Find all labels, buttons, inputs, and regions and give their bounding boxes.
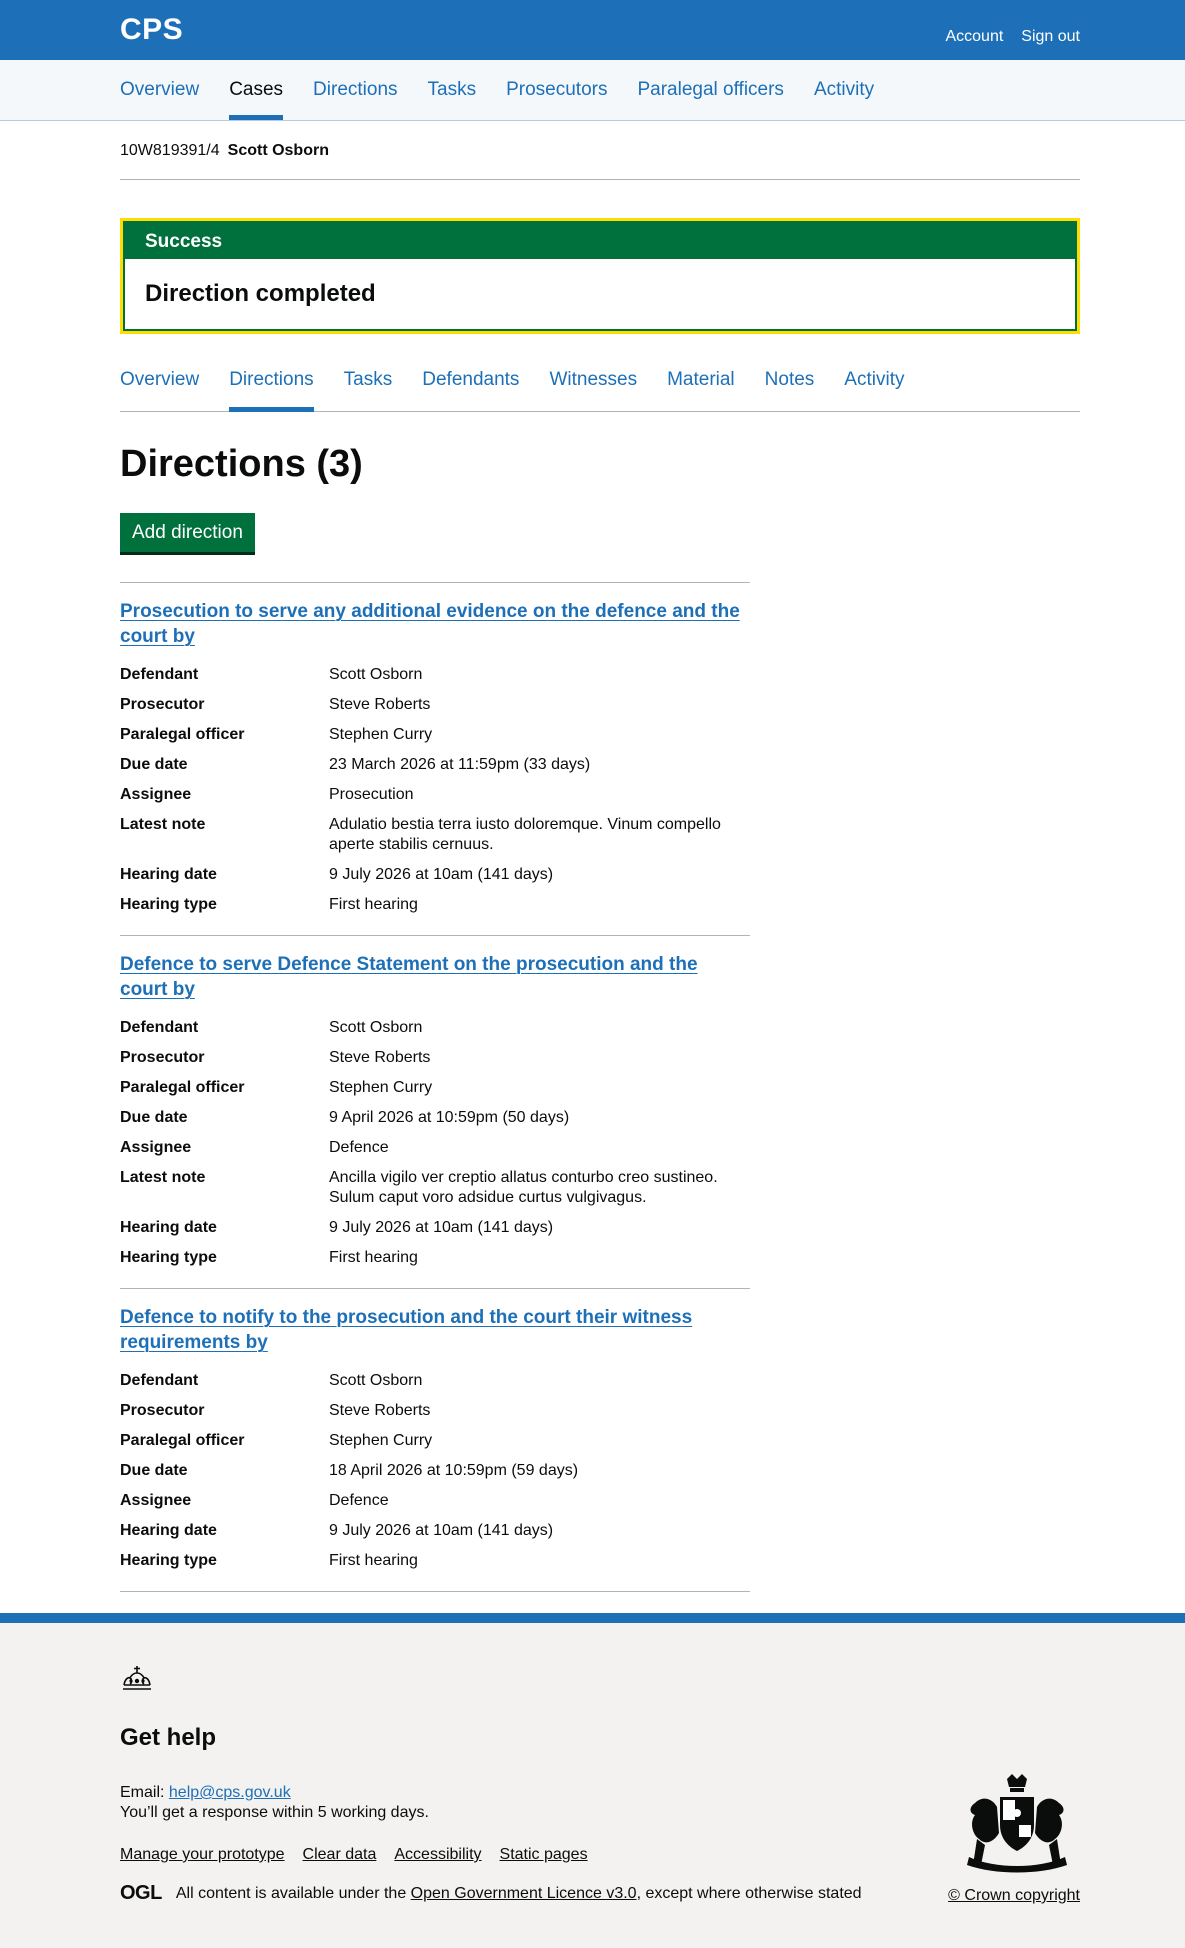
success-message: Direction completed xyxy=(145,280,376,307)
success-banner xyxy=(120,218,1080,334)
case-reference: 10W819391/4 xyxy=(120,142,220,159)
summary-row-hearing-type xyxy=(120,1548,750,1578)
summary-value: Stephen Curry xyxy=(329,1432,433,1449)
summary-row-assignee xyxy=(120,782,750,812)
summary-row-due-date xyxy=(120,752,750,782)
direction-item xyxy=(120,935,750,1288)
summary-value: Prosecution xyxy=(329,786,414,803)
summary-key: Due date xyxy=(120,1109,188,1126)
tab-tasks[interactable]: Tasks xyxy=(343,369,393,390)
direction-title-link[interactable]: Defence to serve Defence Statement on the prosecution and the court by xyxy=(120,954,698,1000)
summary-value: First hearing xyxy=(329,1249,418,1266)
summary-key: Paralegal officer xyxy=(120,726,245,743)
email-line xyxy=(120,1783,291,1803)
primary-nav-directions[interactable]: Directions xyxy=(313,79,398,100)
summary-key: Assignee xyxy=(120,1139,192,1156)
tab-defendants[interactable]: Defendants xyxy=(422,369,520,390)
account-links xyxy=(945,27,1080,47)
summary-value: 9 July 2026 at 10am (141 days) xyxy=(329,866,554,883)
royal-coat-of-arms-icon xyxy=(955,1773,1080,1875)
summary-row-hearing-type xyxy=(120,892,750,922)
summary-value: Defence xyxy=(329,1492,389,1509)
summary-value: Ancilla vigilo ver creptio allatus conturbo creo sustineo. Sulum caput voro adsidue curtus vulgivagus. xyxy=(329,1169,718,1206)
account-link[interactable]: Account xyxy=(945,28,1004,45)
case-banner xyxy=(120,121,1080,180)
summary-key: Paralegal officer xyxy=(120,1079,245,1096)
direction-title-link[interactable]: Defence to notify to the prosecution and the court their witness requirements by xyxy=(120,1307,693,1353)
page-title: Directions (3) xyxy=(120,443,363,485)
summary-value: Stephen Curry xyxy=(329,1079,433,1096)
summary-value: 18 April 2026 at 10:59pm (59 days) xyxy=(329,1462,579,1479)
licence-suffix: , except where otherwise stated xyxy=(636,1884,862,1902)
summary-key: Hearing date xyxy=(120,866,217,883)
clear-data-link[interactable]: Clear data xyxy=(302,1846,377,1863)
summary-key: Latest note xyxy=(120,816,206,833)
summary-row-latest-note xyxy=(120,812,750,862)
summary-row-hearing-type xyxy=(120,1245,750,1275)
accessibility-link[interactable]: Accessibility xyxy=(394,1846,482,1863)
summary-value: Scott Osborn xyxy=(329,666,423,683)
primary-nav-tasks[interactable]: Tasks xyxy=(427,79,477,100)
tab-notes[interactable]: Notes xyxy=(764,369,815,390)
tab-directions[interactable]: Directions xyxy=(229,356,313,412)
primary-navigation xyxy=(0,60,1185,121)
summary-row-due-date xyxy=(120,1458,750,1488)
get-help-heading: Get help xyxy=(120,1724,217,1751)
direction-item xyxy=(120,1288,750,1592)
footer-links xyxy=(120,1845,588,1865)
primary-nav-activity[interactable]: Activity xyxy=(813,79,875,100)
direction-item xyxy=(120,582,750,935)
summary-value: Scott Osborn xyxy=(329,1019,423,1036)
licence-link[interactable]: Open Government Licence v3.0 xyxy=(410,1884,637,1902)
summary-row-prosecutor xyxy=(120,1398,750,1428)
direction-summary xyxy=(120,1015,750,1275)
crown-icon xyxy=(120,1663,154,1693)
manage-prototype-link[interactable]: Manage your prototype xyxy=(120,1846,285,1863)
summary-row-defendant xyxy=(120,1368,750,1398)
summary-value: First hearing xyxy=(329,896,418,913)
primary-nav-prosecutors[interactable]: Prosecutors xyxy=(506,79,608,100)
directions-list xyxy=(120,582,750,1592)
tab-witnesses[interactable]: Witnesses xyxy=(549,369,638,390)
summary-value: 9 July 2026 at 10am (141 days) xyxy=(329,1219,554,1236)
case-defendant-name: Scott Osborn xyxy=(227,142,329,159)
summary-value: Stephen Curry xyxy=(329,726,433,743)
summary-row-paralegal xyxy=(120,1428,750,1458)
summary-row-assignee xyxy=(120,1135,750,1165)
licence-prefix: All content is available under the xyxy=(175,1884,411,1902)
summary-value: Defence xyxy=(329,1139,389,1156)
summary-row-hearing-date xyxy=(120,1215,750,1245)
direction-summary xyxy=(120,662,750,922)
summary-key: Latest note xyxy=(120,1169,206,1186)
site-footer xyxy=(0,1613,1185,1948)
summary-row-defendant xyxy=(120,1015,750,1045)
summary-value: 23 March 2026 at 11:59pm (33 days) xyxy=(329,756,591,773)
summary-key: Hearing date xyxy=(120,1522,217,1539)
success-banner-body xyxy=(125,259,1075,329)
tab-material[interactable]: Material xyxy=(667,369,735,390)
summary-key: Defendant xyxy=(120,1019,199,1036)
summary-value: Steve Roberts xyxy=(329,1402,431,1419)
summary-row-hearing-date xyxy=(120,1518,750,1548)
summary-value: First hearing xyxy=(329,1552,418,1569)
summary-row-prosecutor xyxy=(120,692,750,722)
summary-row-assignee xyxy=(120,1488,750,1518)
static-pages-link[interactable]: Static pages xyxy=(499,1846,588,1863)
summary-key: Defendant xyxy=(120,666,199,683)
summary-value: Scott Osborn xyxy=(329,1372,423,1389)
cps-logo[interactable]: CPS xyxy=(120,13,184,46)
summary-row-paralegal xyxy=(120,722,750,752)
summary-key: Prosecutor xyxy=(120,1049,205,1066)
summary-row-due-date xyxy=(120,1105,750,1135)
email-label: Email: xyxy=(120,1784,165,1801)
summary-row-prosecutor xyxy=(120,1045,750,1075)
tab-overview[interactable]: Overview xyxy=(120,369,200,390)
summary-key: Hearing date xyxy=(120,1219,217,1236)
summary-key: Assignee xyxy=(120,786,192,803)
primary-nav-overview[interactable]: Overview xyxy=(120,79,200,100)
summary-value: 9 July 2026 at 10am (141 days) xyxy=(329,1522,554,1539)
sign-out-link[interactable]: Sign out xyxy=(1021,28,1080,45)
add-direction-button[interactable]: Add direction xyxy=(120,513,255,552)
summary-value: Adulatio bestia terra iusto doloremque. Vinum compello aperte stabilis cernuus. xyxy=(329,816,721,853)
summary-key: Prosecutor xyxy=(120,696,205,713)
summary-value: 9 April 2026 at 10:59pm (50 days) xyxy=(329,1109,570,1126)
site-header xyxy=(0,0,1185,60)
direction-summary xyxy=(120,1368,750,1578)
tab-activity[interactable]: Activity xyxy=(844,369,905,390)
ogl-logo-icon: OGL xyxy=(120,1882,162,1904)
summary-value: Steve Roberts xyxy=(329,696,431,713)
summary-row-defendant xyxy=(120,662,750,692)
summary-key: Hearing type xyxy=(120,1249,217,1266)
summary-value: Steve Roberts xyxy=(329,1049,431,1066)
summary-key: Hearing type xyxy=(120,1552,217,1569)
case-sub-navigation xyxy=(120,356,1080,412)
summary-key: Defendant xyxy=(120,1372,199,1389)
direction-title-link[interactable]: Prosecution to serve any additional evidence on the defence and the court by xyxy=(120,601,740,647)
success-banner-title: Success xyxy=(145,231,223,252)
licence-text xyxy=(176,1884,862,1904)
help-email-link[interactable]: help@cps.gov.uk xyxy=(168,1784,291,1801)
response-time-text: You’ll get a response within 5 working days. xyxy=(120,1804,429,1821)
primary-nav-cases[interactable]: Cases xyxy=(229,60,283,120)
summary-key: Paralegal officer xyxy=(120,1432,245,1449)
summary-key: Due date xyxy=(120,756,188,773)
summary-key: Due date xyxy=(120,1462,188,1479)
primary-nav-paralegal-officers[interactable]: Paralegal officers xyxy=(637,79,784,100)
summary-row-hearing-date xyxy=(120,862,750,892)
summary-key: Assignee xyxy=(120,1492,192,1509)
summary-key: Prosecutor xyxy=(120,1402,205,1419)
summary-row-latest-note xyxy=(120,1165,750,1215)
crown-copyright-link[interactable]: © Crown copyright xyxy=(948,1887,1080,1904)
summary-row-paralegal xyxy=(120,1075,750,1105)
summary-key: Hearing type xyxy=(120,896,217,913)
licence-row xyxy=(120,1882,862,1905)
